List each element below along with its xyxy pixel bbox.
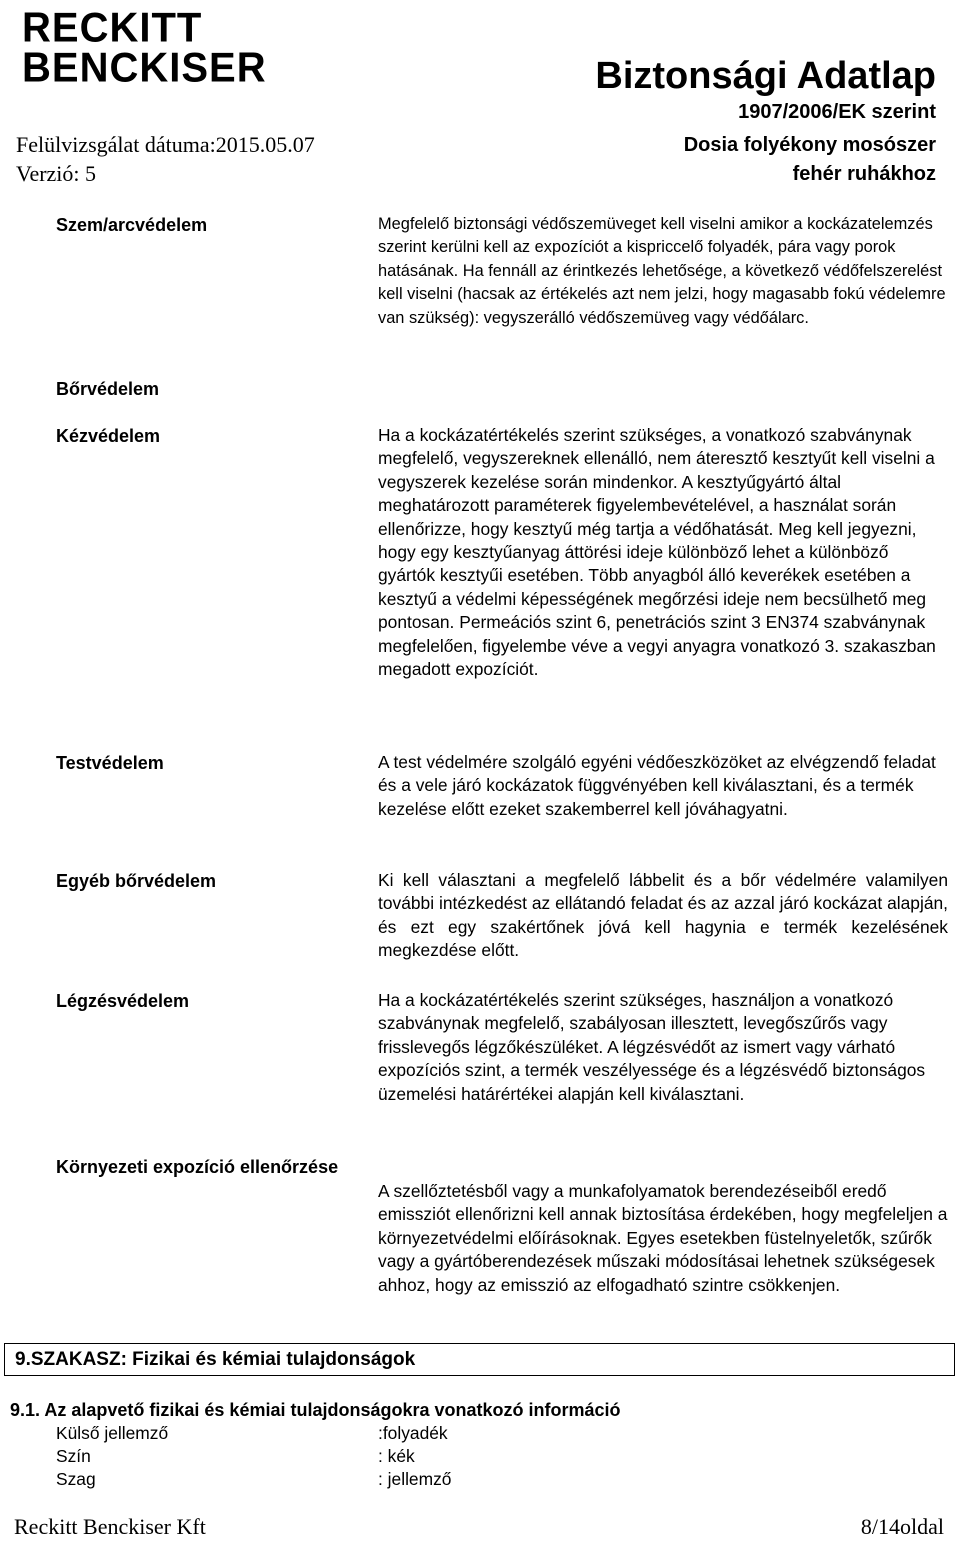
- regulation-reference: 1907/2006/EK szerint: [738, 101, 936, 123]
- property-odor-label: Szag: [56, 1469, 96, 1489]
- label-environmental-exposure: Környezeti expozíció ellenőrzése: [56, 1157, 339, 1177]
- footer-company: Reckitt Benckiser Kft: [14, 1514, 206, 1539]
- logo-line-2: BENCKISER: [22, 44, 267, 92]
- label-other-skin-protection: Egyéb bőrvédelem: [56, 871, 217, 891]
- label-hand-protection: Kézvédelem: [56, 426, 161, 446]
- label-skin-protection: Bőrvédelem: [56, 379, 160, 399]
- label-body-protection: Testvédelem: [56, 753, 164, 773]
- property-color-value: : kék: [378, 1446, 415, 1466]
- property-odor-value: : jellemző: [378, 1469, 452, 1489]
- text-eye-face-protection: Megfelelő biztonsági védőszemüveget kell viselni amikor a kockázatelemzés szerint kerülni kell az expozíciót a kispriccelő folyadék, pára vagy porok hatásának. Ha fennáll az érintkezés lehetősége, a következő védőfelszerelést kell viselni (hacsak az értékelés azt nem jelzi, hogy magasabb fokú védelemre van szükség): vegyszerálló védőszemüveg vagy védőálarc.: [378, 215, 946, 327]
- label-respiratory-protection: Légzésvédelem: [56, 991, 190, 1011]
- document-title: Biztonsági Adatlap: [595, 55, 936, 97]
- footer-page-number: 8/14oldal: [860, 1514, 944, 1539]
- property-appearance-value: :folyadék: [378, 1423, 448, 1443]
- product-name-line-1: Dosia folyékony mosószer: [683, 134, 936, 156]
- property-appearance-label: Külső jellemző: [56, 1423, 169, 1443]
- section-9-title: 9.SZAKASZ: Fizikai és kémiai tulajdonságok: [15, 1349, 416, 1370]
- text-respiratory-protection: Ha a kockázatértékelés szerint szükséges, használjon a vonatkozó szabványnak megfelelő, szabályosan illesztett, levegőszűrős vagy frisslevegős légzőkészüléket. A légzésvédőt az ismert vagy várható expozíciós szint, a termék veszélyessége és a légzésvédő biztonságos üzemelési határértékei alapján kell kiválasztani.: [378, 990, 926, 1104]
- text-hand-protection: Ha a kockázatértékelés szerint szükséges, a vonatkozó szabványnak megfelelő, vegyszereknek ellenálló, nem áteresztő kesztyűt kell viselni a vegyszerek kezelése során mindenkor. A kesztyűgyártó által meghatározott paraméterek figyelembevételével, a használat során ellenőrizze, hogy kesztyű még tartja a védőhatását. Meg kell jegyezni, hogy egy kesztyűanyag áttörési ideje különböző lehet a különböző gyártók kesztyűi esetében. Több anyagból álló keverékek esetében a kesztyű a védelmi képességének megőrzési ideje nem becsülhető meg pontosan. Permeációs szint 6, penetrációs szint 3 EN374 szabványnak megfelelően, figyelembe véve a vegyi anyagra vonatkozó 3. szakaszban megadott expozíciót.: [378, 425, 936, 680]
- section-9-header: [4, 1343, 955, 1376]
- section-9-1-title: 9.1. Az alapvető fizikai és kémiai tulajdonságokra vonatkozó információ: [10, 1400, 621, 1420]
- version-number: Verzió: 5: [16, 161, 97, 186]
- property-color-label: Szín: [56, 1446, 91, 1466]
- product-name-line-2: fehér ruhákhoz: [792, 163, 936, 185]
- label-eye-face-protection: Szem/arcvédelem: [56, 215, 208, 235]
- revision-date: Felülvizsgálat dátuma:2015.05.07: [16, 132, 315, 157]
- text-environmental-exposure: A szellőztetésből vagy a munkafolyamatok berendezéseiből eredő emissziót ellenőrizni kell annak biztosítása érdekében, hogy megfeleljen a környezetvédelmi előírásoknak. Egyes esetekben füstelnyeletők, szűrők vagy a gyártóberendezések műszaki módosításai lehetnek szükségesek ahhoz, hogy az emisszió az elfogadható szintre csökkenjen.: [378, 1181, 948, 1295]
- text-body-protection: A test védelmére szolgáló egyéni védőeszközöket az elvégzendő feladat és a vele járó kockázatok függvényében kell kiválasztani, és a termék kezelése előtt ezeket szakemberrel kell jóváhagyatni.: [378, 752, 936, 819]
- logo-line-1: RECKITT: [22, 4, 203, 52]
- text-other-skin-protection: Ki kell választani a megfelelő lábbelit és a bőr védelmére valamilyen további intézkedést az ellátandó feladat és az azzal járó kockázat alapján, és ezt egy szakértőnek jóvá kell hagynia e termék kezelésének megkezdése előtt.: [378, 870, 948, 961]
